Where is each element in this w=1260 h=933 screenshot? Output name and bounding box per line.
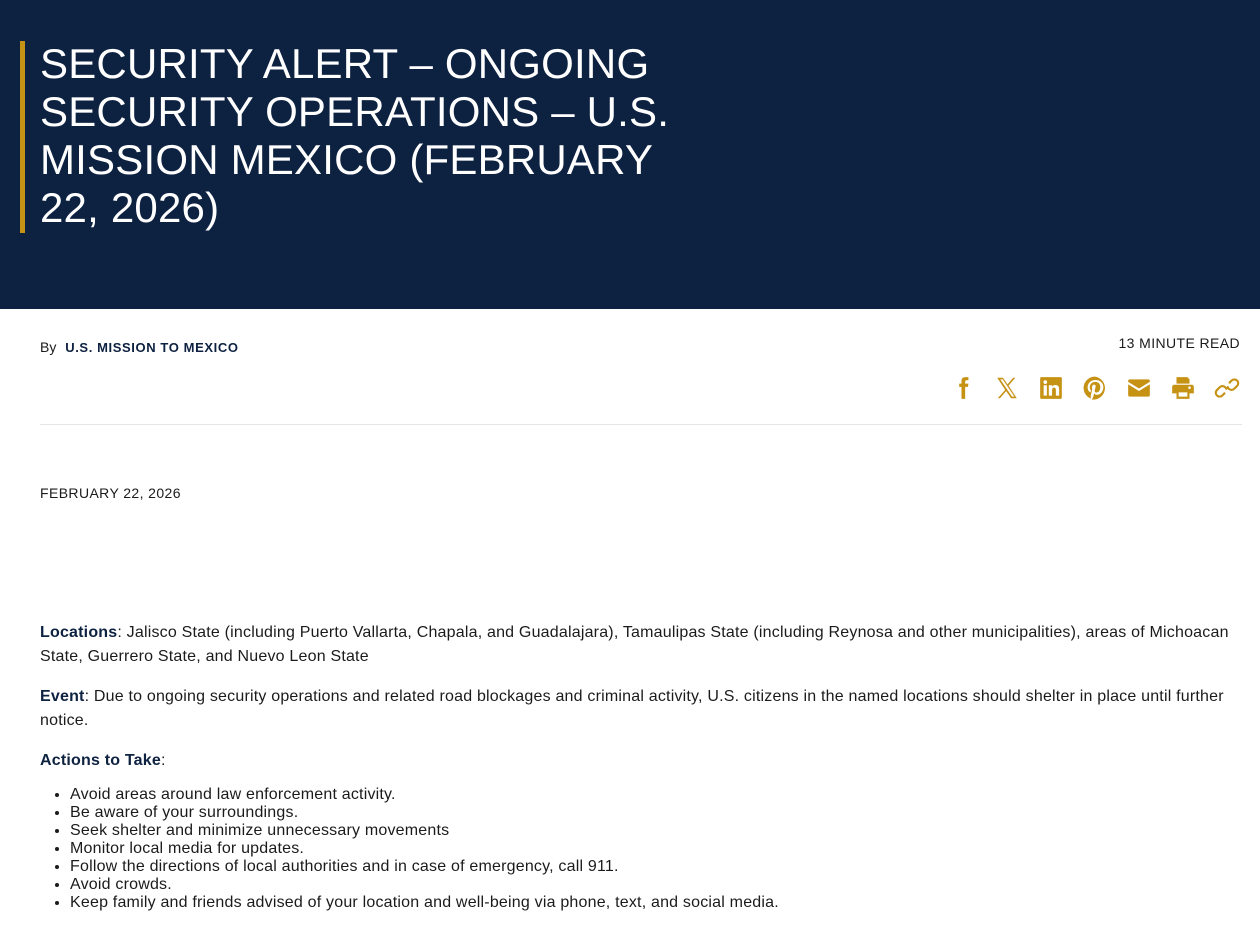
byline-prefix: By (40, 339, 57, 355)
share-toolbar (932, 374, 1240, 402)
list-item: • Seek shelter and minimize unnecessary movements (70, 822, 1235, 840)
list-item: • Follow the directions of local authorities and in case of emergency, call 911. (70, 858, 1235, 876)
facebook-icon (950, 375, 976, 401)
linkedin-icon (1038, 375, 1064, 401)
link-icon (1214, 375, 1240, 401)
list-item: • Avoid areas around law enforcement activity. (70, 786, 1235, 804)
byline (40, 339, 239, 355)
title-accent-bar (20, 41, 25, 233)
list-item: • Monitor local media for updates. (70, 840, 1235, 858)
list-item: • Keep family and friends advised of your location and well-being via phone, text, and social media. (70, 894, 1235, 912)
x-icon (994, 375, 1020, 401)
print-icon (1170, 375, 1196, 401)
actions-list (40, 786, 1235, 912)
actions-heading (40, 749, 1235, 773)
actions-suffix: : (160, 752, 166, 769)
share-linkedin-button[interactable] (1020, 374, 1064, 402)
event-text: : Due to ongoing security operations and related road blockages and criminal activity, U.S. citizens in the named locations should shelter in place until further notice. (40, 688, 1224, 729)
publish-date: FEBRUARY 22, 2026 (40, 485, 181, 501)
page-title: SECURITY ALERT – ONGOING SECURITY OPERATIONS – U.S. MISSION MEXICO (FEBRUARY 22, 2026) (40, 40, 670, 231)
copy-link-button[interactable] (1196, 374, 1240, 402)
list-item: • Be aware of your surroundings. (70, 804, 1235, 822)
share-x-button[interactable] (976, 374, 1020, 402)
locations-text: : Jalisco State (including Puerto Vallarta, Chapala, and Guadalajara), Tamaulipas State (including Reynosa and other municipalities), areas of Michoacan State, Guerrero State, and Nuevo Leon State (40, 624, 1229, 665)
locations-label: Locations (40, 624, 118, 641)
event-label: Event (40, 688, 85, 705)
email-icon (1126, 375, 1152, 401)
print-button[interactable] (1152, 374, 1196, 402)
event-paragraph (40, 685, 1235, 733)
share-email-button[interactable] (1108, 374, 1152, 402)
share-facebook-button[interactable] (932, 374, 976, 402)
article-header (0, 0, 1260, 309)
byline-author: U.S. MISSION TO MEXICO (65, 340, 239, 355)
article-body (40, 621, 1235, 912)
actions-label: Actions to Take (40, 752, 161, 769)
header-divider (40, 424, 1242, 425)
locations-paragraph (40, 621, 1235, 669)
pinterest-icon (1082, 375, 1108, 401)
share-pinterest-button[interactable] (1064, 374, 1108, 402)
list-item: • Avoid crowds. (70, 876, 1235, 894)
read-time: 13 MINUTE READ (1118, 335, 1240, 351)
